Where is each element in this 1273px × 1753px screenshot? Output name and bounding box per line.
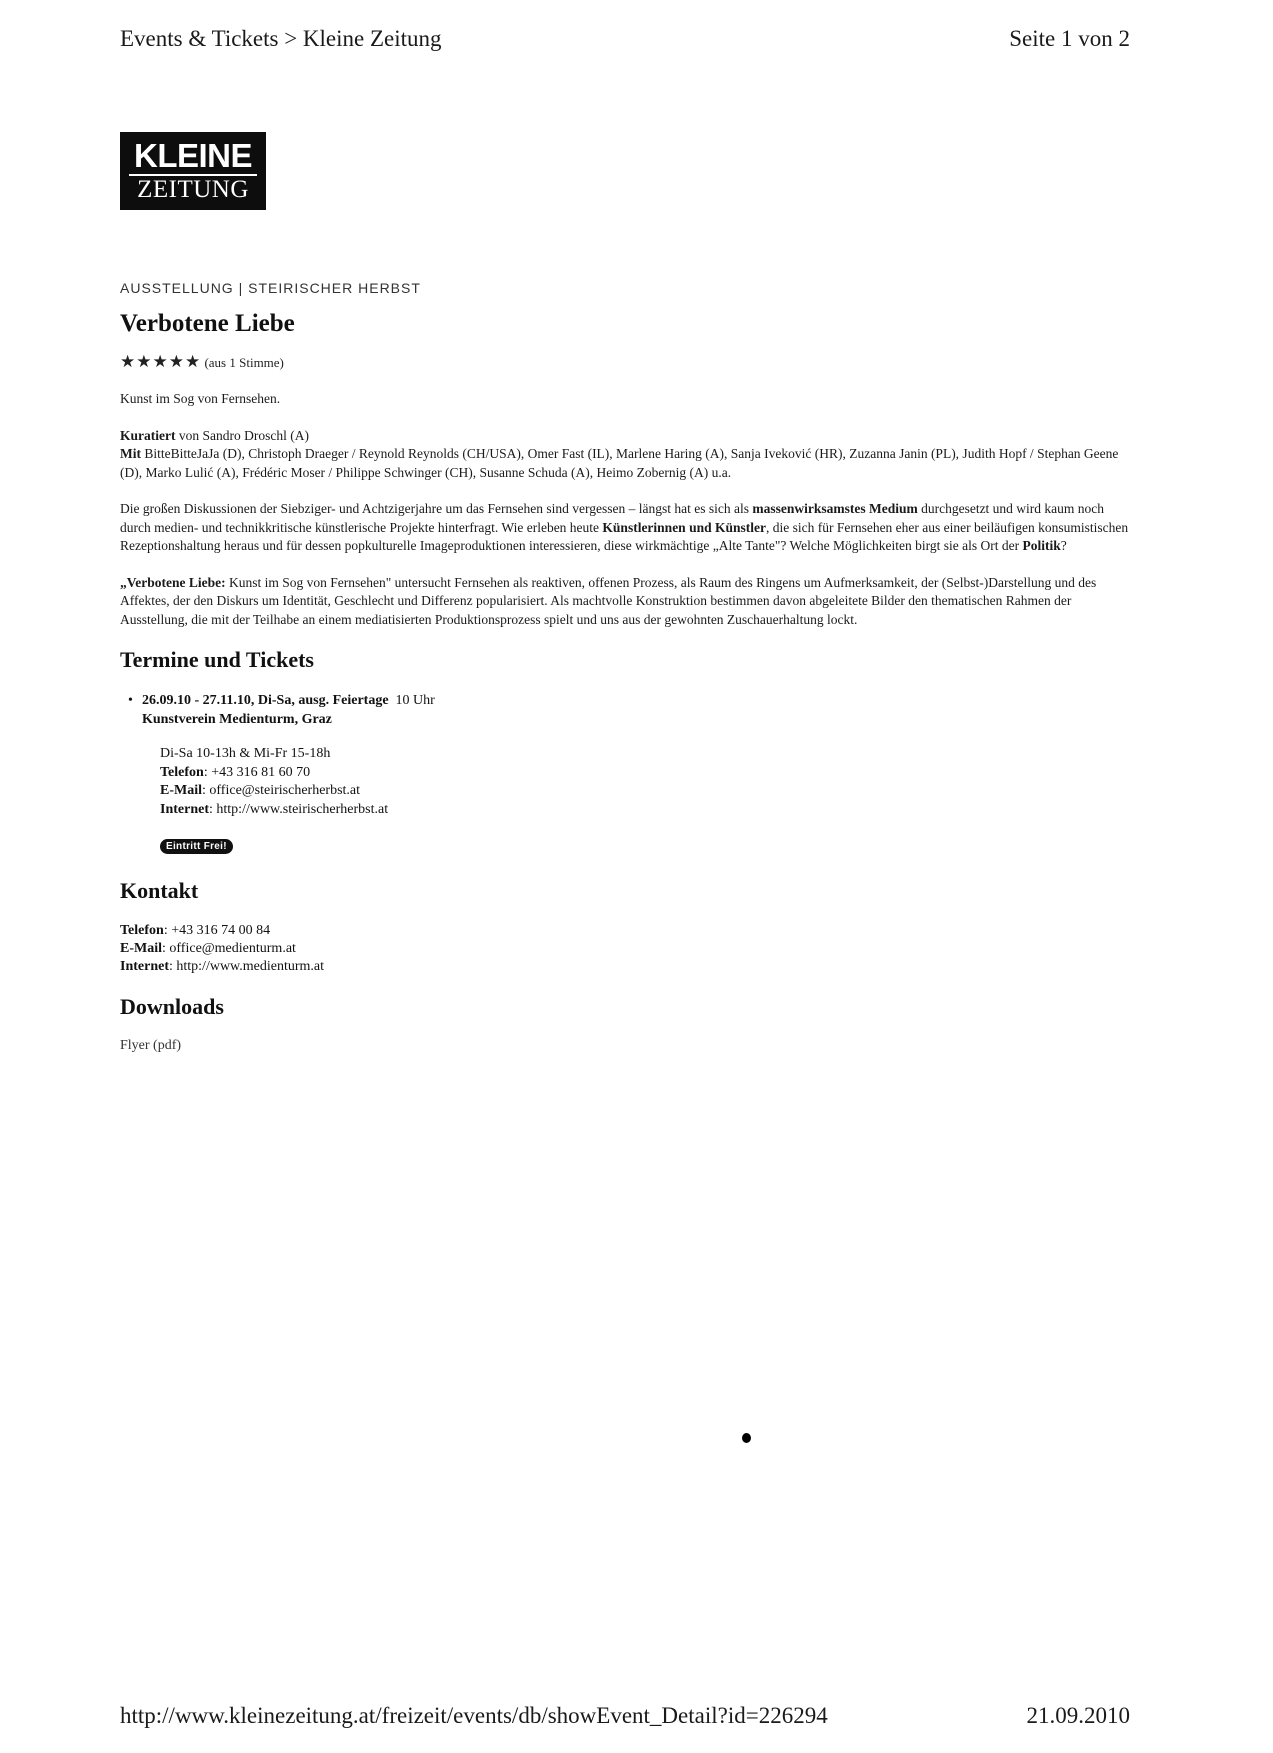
email-link[interactable]: : office@steirischerherbst.at	[202, 783, 361, 798]
text-run-bold: Künstlerinnen und Künstler	[602, 519, 766, 535]
artists-label: Mit	[120, 446, 141, 461]
description-paragraph-1	[120, 500, 1130, 556]
page-number: Seite 1 von 2	[1009, 26, 1130, 51]
rating	[120, 352, 1130, 372]
venue-phone	[160, 764, 1130, 783]
email-label: E-Mail	[120, 941, 162, 956]
venue: Kunstverein Medienturm, Graz	[142, 712, 332, 727]
event-title: Verbotene Liebe	[120, 310, 295, 337]
venue-email	[160, 782, 1130, 801]
text-run: ?	[1060, 538, 1067, 553]
text-run: durchgesetzt und wird kaum noch durch medien- und technikkritische künstlerische Projekte hinterfragt. Wie erleben heute	[120, 501, 1105, 535]
date-item	[128, 691, 1130, 729]
event-category: AUSSTELLUNG | STEIRISCHER HERBST	[120, 280, 421, 296]
free-entry-button[interactable]: Eintritt Frei!	[160, 839, 233, 854]
rating-count: (aus 1 Stimme)	[204, 355, 284, 370]
text-run: , die sich für Fernsehen eher aus einer beiläufigen konsumistischen Rezeptionshaltung heraus und für dessen popkulturelle Imageproduktionen interessieren, diese wirkmächtige „Alte Tante"? Welche Möglichkeiten birgt sie als Ort der	[120, 519, 1129, 553]
venue-web	[160, 801, 1130, 820]
contact-web	[120, 958, 1130, 976]
phone-value: : +43 316 74 00 84	[163, 923, 271, 938]
contact-details	[120, 922, 1130, 976]
page-header-title: Events & Tickets > Kleine Zeitung	[120, 26, 442, 51]
web-label: Internet	[160, 801, 209, 817]
curator-label: Kuratiert	[120, 427, 176, 443]
email-link[interactable]: : office@medienturm.at	[162, 941, 296, 956]
web-link[interactable]: : http://www.medienturm.at	[169, 959, 325, 974]
print-date: 21.09.2010	[1026, 1703, 1130, 1728]
event-subtitle: Kunst im Sog von Fernsehen.	[120, 391, 281, 406]
venue-details	[160, 745, 1130, 819]
scan-dot	[742, 1433, 751, 1443]
text-run-bold: Politik	[1022, 538, 1061, 553]
phone-label: Telefon	[120, 923, 164, 938]
phone-label: Telefon	[160, 764, 204, 780]
event-detail	[120, 280, 1130, 1054]
text-run-bold: „Verbotene Liebe:	[120, 574, 226, 590]
contact-email	[120, 940, 1130, 958]
event-credits	[120, 427, 1130, 483]
date-range: 26.09.10 - 27.11.10, Di-Sa, ausg. Feiertage	[142, 693, 389, 708]
logo-text-top: KLEINE	[133, 136, 252, 174]
logo-text-bottom: ZEITUNG	[137, 175, 249, 203]
kontakt-heading: Kontakt	[120, 878, 199, 903]
downloads-heading: Downloads	[120, 994, 224, 1019]
contact-phone	[120, 922, 1130, 940]
artists-line	[120, 445, 1130, 482]
termine-heading: Termine und Tickets	[120, 647, 314, 672]
artists-list: BitteBitteJaJa (D), Christoph Draeger / Reynold Reynolds (CH/USA), Omer Fast (IL), Marlene Haring (A), Sanja Iveković (HR), Zuzanna Janin (PL), Judith Hopf / Stephan Geene (D), Marko Lulić (A), Frédéric Moser / Philippe Schwinger (CH), Susanne Schuda (A), Heimo Zobernig (A) u.a.	[120, 446, 1119, 480]
email-label: E-Mail	[160, 783, 202, 798]
description-paragraph-2	[120, 574, 1130, 630]
web-link[interactable]: : http://www.steirischerherbst.at	[209, 801, 389, 817]
curator-name: von Sandro Droschl (A)	[175, 427, 309, 443]
curator-line	[120, 427, 1130, 446]
rating-stars-icon[interactable]: ★★★★★	[120, 352, 202, 371]
page-url: http://www.kleinezeitung.at/freizeit/events/db/showEvent_Detail?id=226294	[120, 1703, 828, 1728]
kleine-zeitung-logo[interactable]	[120, 132, 266, 210]
web-label: Internet	[120, 959, 169, 974]
text-run: Die großen Diskussionen der Siebziger- und Achtzigerjahre um das Fernsehen sind vergessen – längst hat es sich als	[120, 501, 753, 516]
flyer-download-link[interactable]: Flyer (pdf)	[120, 1038, 182, 1053]
text-run-bold: massenwirksamstes Medium	[752, 501, 918, 516]
event-time: 10 Uhr	[395, 693, 435, 708]
dates-list	[128, 691, 1130, 729]
opening-hours: Di-Sa 10-13h & Mi-Fr 15-18h	[160, 746, 331, 761]
phone-value: : +43 316 81 60 70	[203, 764, 311, 780]
text-run: Kunst im Sog von Fernsehen" untersucht Fernsehen als reaktiven, offenen Prozess, als Raum des Ringens um Aufmerksamkeit, der (Selbst-)Darstellung und des Affektes, der den Diskurs um Identität, Geschlecht und Differenz popularisiert. Als machtvolle Konstruktion bestimmen davon abgeleitete Bilder den thematischen Rahmen der Ausstellung, die mit der Teilhabe an einem mediatisierten Produktionsprozess spielt und uns aus der gewohnten Zuschauerhaltung lockt.	[120, 574, 1097, 627]
